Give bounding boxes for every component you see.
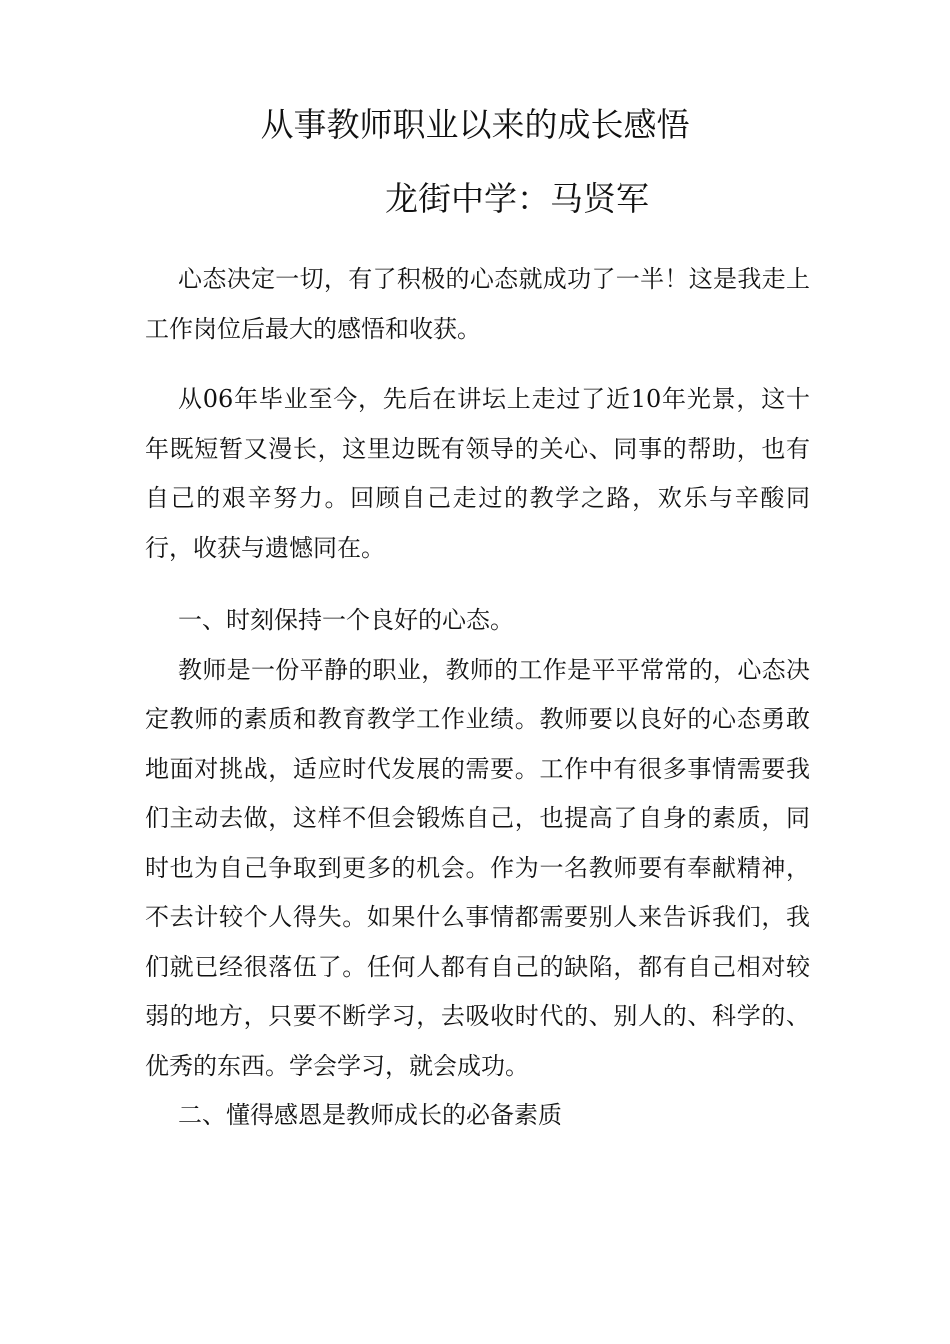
author-line: 龙街中学：马贤军 [385, 179, 649, 218]
paragraph: 从06年毕业至今，先后在讲坛上走过了近10年光景，这十年既短暂又漫长，这里边既有领导的关心、同事的帮助，也有自己的艰辛努力。回顾自己走过的教学之路，欢乐与辛酸同行，收获与遗憾同在。 [145, 385, 810, 562]
background-block [145, 375, 810, 573]
section-heading: 一、时刻保持一个良好的心态。 [178, 606, 514, 634]
intro-block [145, 255, 810, 354]
section-heading: 二、懂得感恩是教师成长的必备素质 [178, 1101, 562, 1129]
main-content-block [145, 596, 810, 1141]
paragraph: 教师是一份平静的职业，教师的工作是平平常常的，心态决定教师的素质和教育教学工作业绩。教师要以良好的心态勇敢地面对挑战，适应时代发展的需要。工作中有很多事情需要我们主动去做，这样不但会锻炼自己，也提高了自身的素质，同时也为自己争取到更多的机会。作为一名教师要有奉献精神，不去计较个人得失。如果什么事情都需要别人来告诉我们，我们就已经很落伍了。任何人都有自己的缺陷，都有自己相对较弱的地方，只要不断学习，去吸收时代的、别人的、科学的、优秀的东西。学会学习，就会成功。 [145, 655, 810, 1080]
paragraph: 心态决定一切，有了积极的心态就成功了一半！这是我走上工作岗位后最大的感悟和收获。 [145, 265, 810, 343]
document-title: 从事教师职业以来的成长感悟 [260, 105, 690, 144]
